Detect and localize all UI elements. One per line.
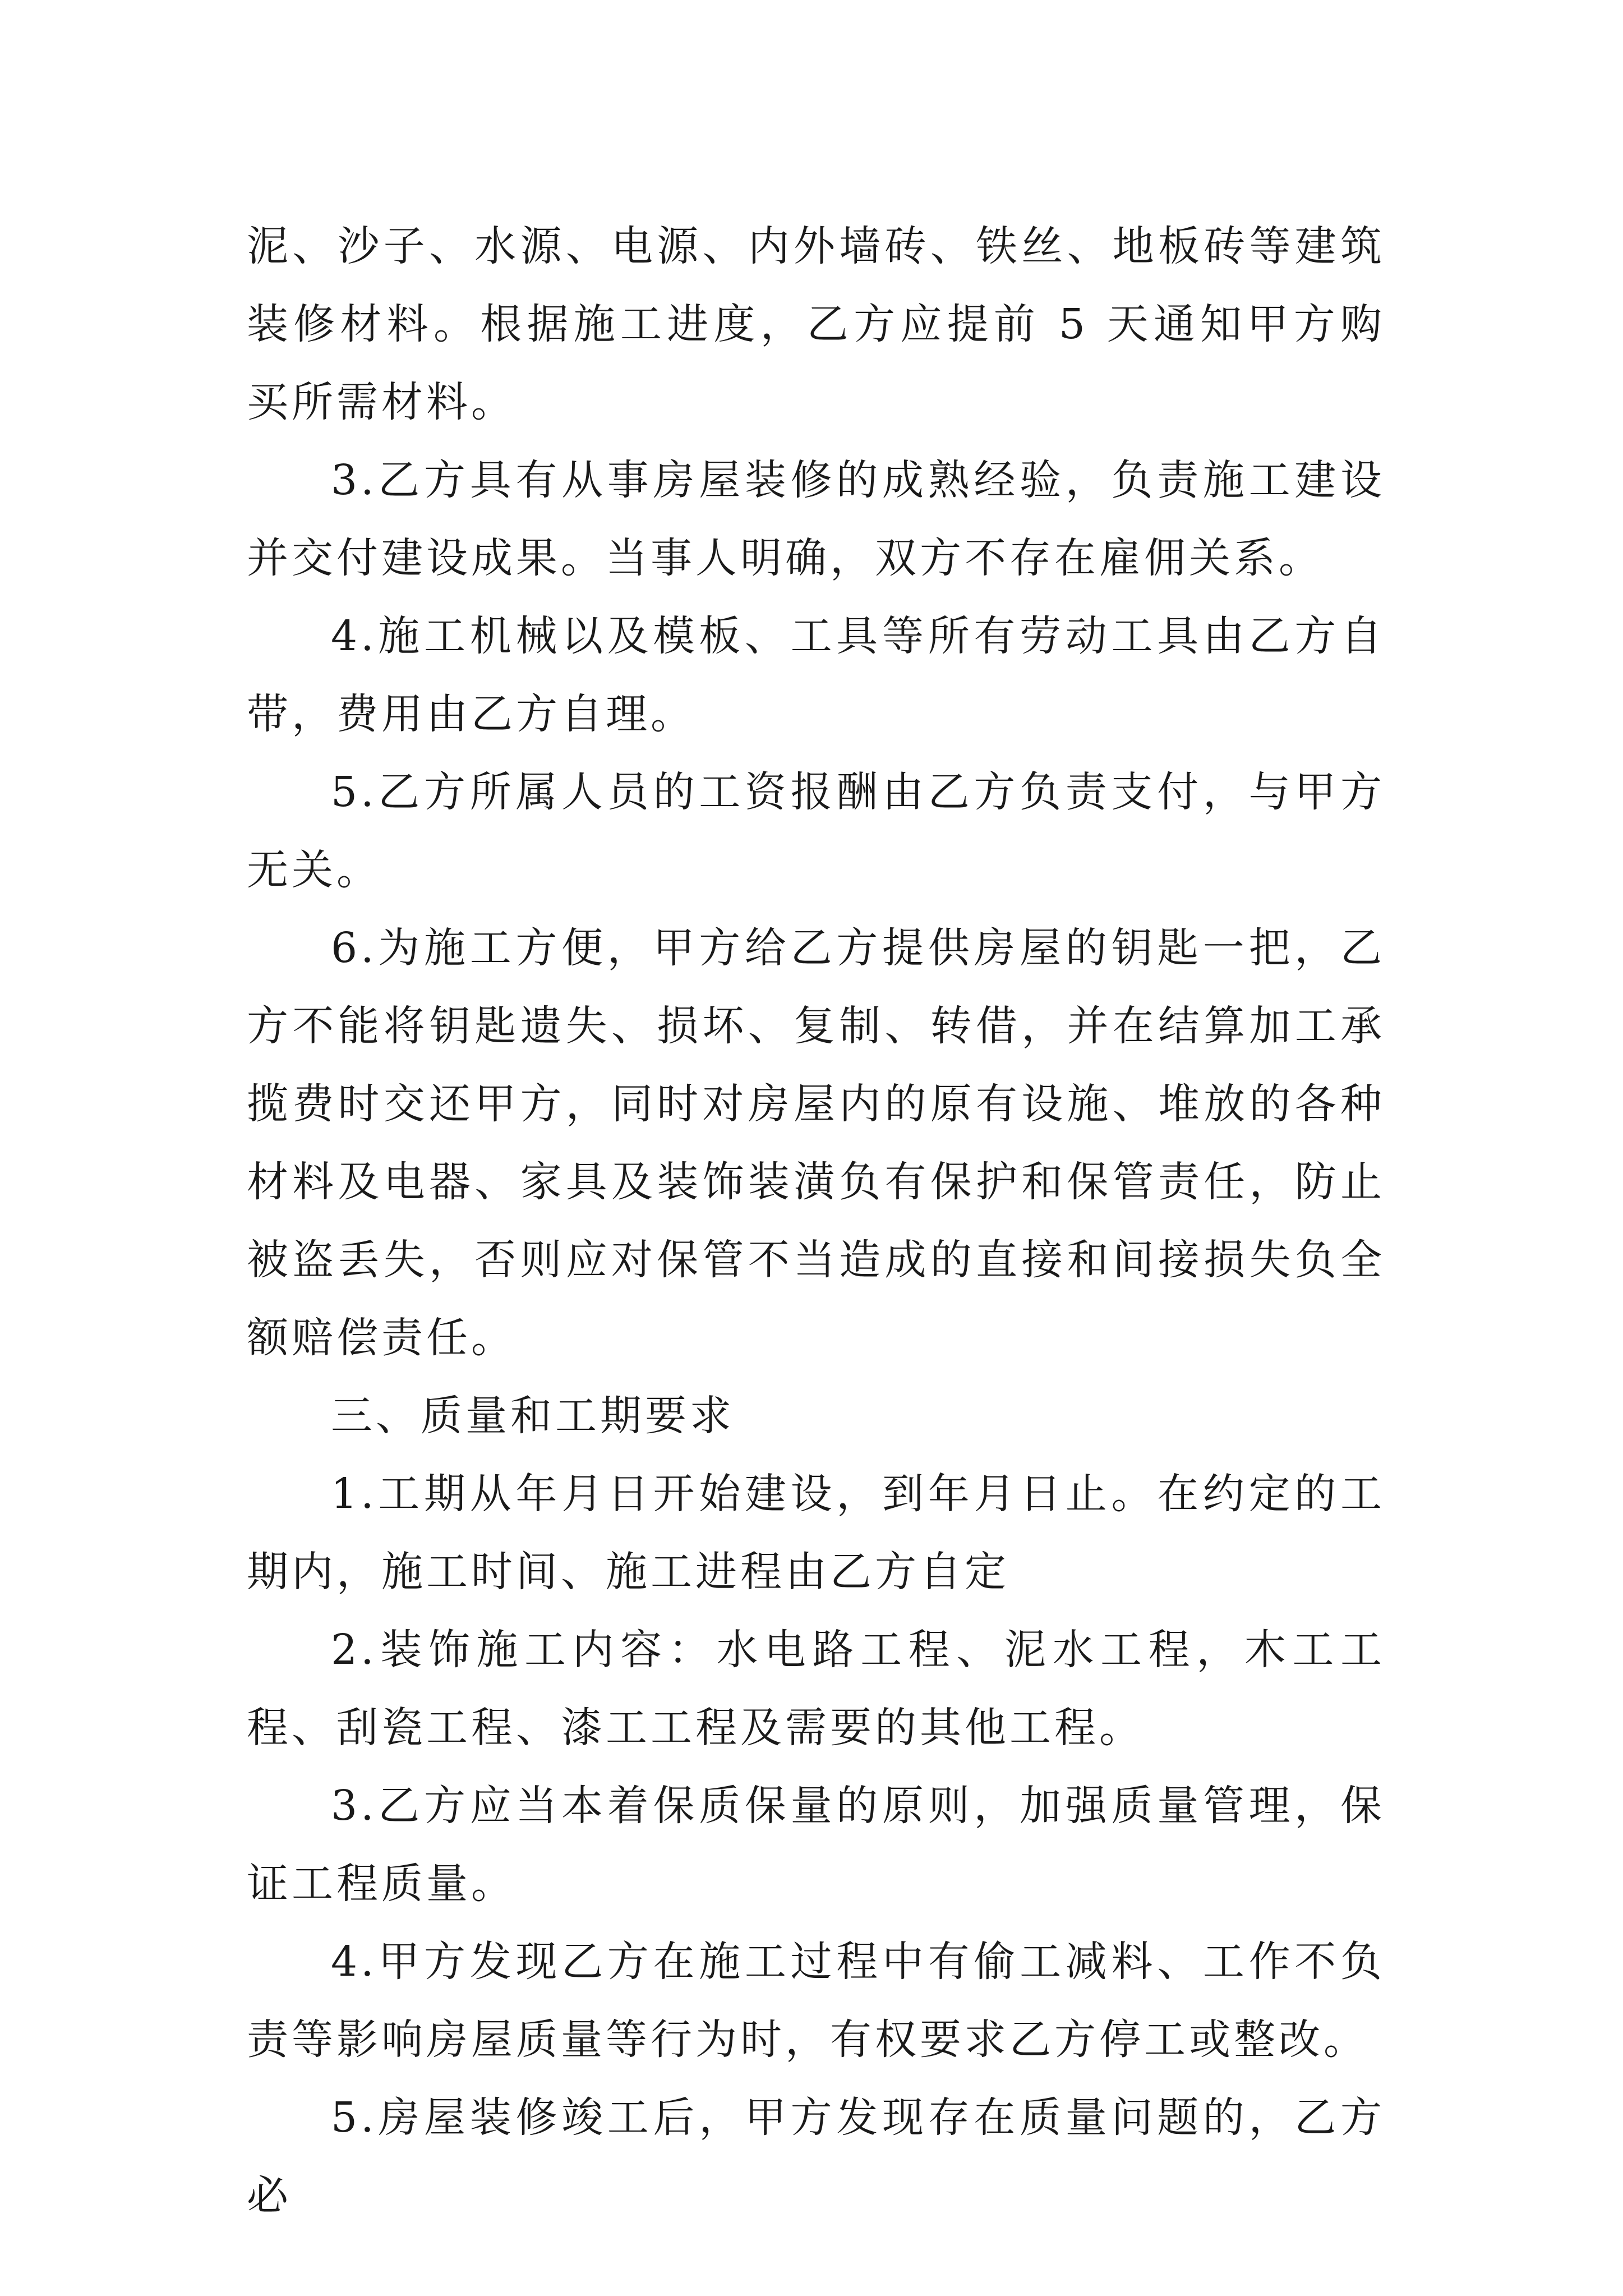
document-body — [247, 208, 1385, 2235]
paragraph-schedule-3: 3.乙方应当本着保质保量的原则，加强质量管理，保证工程质量。 — [247, 1782, 1385, 1908]
section-heading-quality-schedule: 三、质量和工期要求 — [331, 1392, 735, 1440]
paragraph-schedule-5: 5.房屋装修竣工后，甲方发现存在质量问题的，乙方必 — [247, 2093, 1385, 2220]
paragraph-schedule-2: 2.装饰施工内容：水电路工程、泥水工程，木工工程、刮瓷工程、漆工工程及需要的其他工程。 — [247, 1626, 1385, 1752]
paragraph-clause-6-keys: 6.为施工方便，甲方给乙方提供房屋的钥匙一把，乙方不能将钥匙遗失、损坏、复制、转借，并在结算加工承揽费时交还甲方，同时对房屋内的原有设施、堆放的各种材料及电器、家具及装饰装潢负有保护和保管责任，防止被盗丢失，否则应对保管不当造成的直接和间接损失负全额赔偿责任。 — [247, 924, 1385, 1362]
paragraph-materials: 泥、沙子、水源、电源、内外墙砖、铁丝、地板砖等建筑装修材料。根据施工进度，乙方应提前 5 天通知甲方购买所需材料。 — [247, 222, 1385, 426]
paragraph-clause-5-wages: 5.乙方所属人员的工资报酬由乙方负责支付，与甲方无关。 — [247, 768, 1385, 894]
paragraph-clause-4-tools: 4.施工机械以及模板、工具等所有劳动工具由乙方自带，费用由乙方自理。 — [247, 612, 1385, 738]
paragraph-schedule-1: 1.工期从年月日开始建设，到年月日止。在约定的工期内，施工时间、施工进程由乙方自定 — [247, 1470, 1385, 1596]
paragraph-schedule-4: 4.甲方发现乙方在施工过程中有偷工减料、工作不负责等影响房屋质量等行为时，有权要求乙方停工或整改。 — [247, 1938, 1385, 2064]
paragraph-clause-3-experience: 3.乙方具有从事房屋装修的成熟经验，负责施工建设并交付建设成果。当事人明确，双方不存在雇佣关系。 — [247, 456, 1385, 582]
